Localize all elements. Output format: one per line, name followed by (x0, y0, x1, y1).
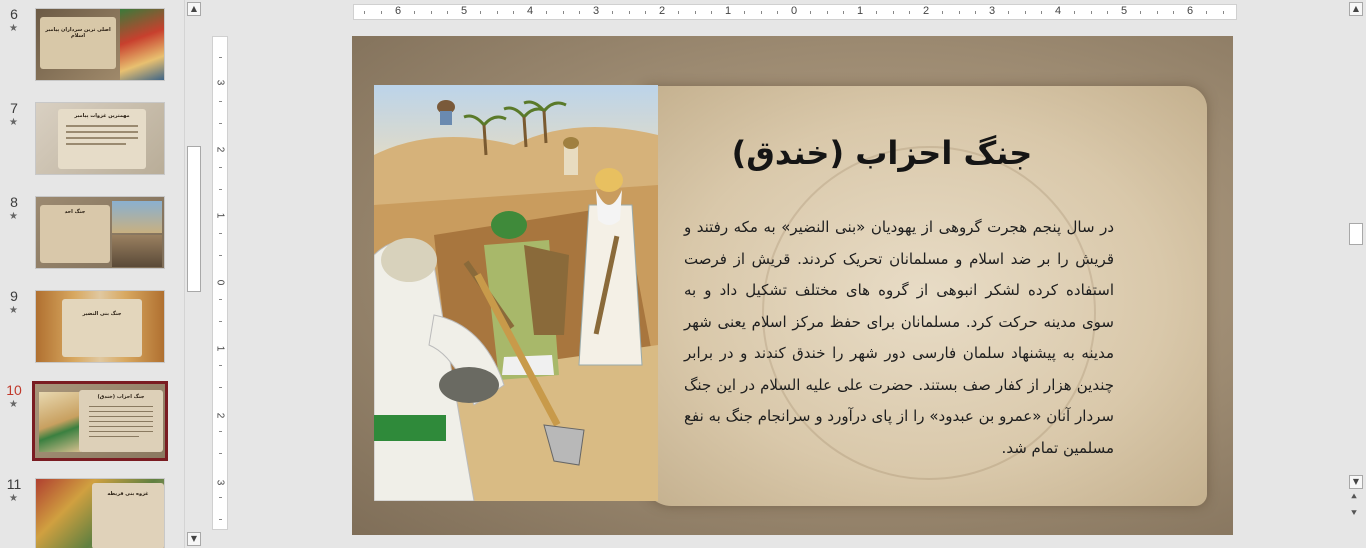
thumbnail-slide-9[interactable] (0, 288, 184, 376)
thumbnail-title: اصلی ترین سرداران پیامبر اسلام (45, 27, 111, 39)
ruler-label: 1 (214, 212, 226, 219)
slide-thumbnails-pane (0, 0, 184, 548)
thumbnail-number: 7 (10, 100, 18, 116)
animation-star-icon: ★ (9, 211, 18, 222)
scroll-down-button[interactable]: ▼ (187, 532, 201, 546)
thumbnail-number: 6 (10, 6, 18, 22)
slide-scrollbar[interactable] (1347, 0, 1366, 548)
animation-star-icon: ★ (9, 399, 18, 410)
ruler-label: 5 (460, 5, 468, 17)
ruler-label: 2 (922, 5, 930, 17)
vertical-ruler (212, 36, 228, 530)
thumbnail-image[interactable] (35, 478, 165, 548)
ruler-label: 2 (658, 5, 666, 17)
ruler-label: 3 (214, 479, 226, 486)
thumbnail-title: غزوه بنی قریظه (107, 491, 149, 497)
scroll-up-button[interactable]: ▲ (187, 2, 201, 16)
ruler-label: 2 (214, 146, 226, 153)
horizontal-ruler (353, 4, 1237, 20)
thumbnail-image[interactable] (35, 102, 165, 175)
thumbnail-image[interactable] (35, 290, 165, 363)
thumbnail-title: جنگ بنی النضیر (82, 311, 122, 317)
ruler-label: 0 (790, 5, 798, 17)
next-slide-icon[interactable]: ⯆ (1350, 508, 1358, 519)
thumbnail-title: جنگ احزاب (خندق) (97, 394, 145, 400)
slide-canvas[interactable] (352, 36, 1233, 535)
ruler-label: 1 (856, 5, 864, 17)
thumbnail-slide-8[interactable] (0, 194, 184, 282)
thumbnail-title: مهمترین غزوات پیامبر (74, 113, 130, 119)
thumbnail-image[interactable] (35, 8, 165, 81)
scroll-down-button[interactable]: ▼ (1349, 475, 1363, 489)
scroll-up-button[interactable]: ▲ (1349, 2, 1363, 16)
ruler-label: 6 (394, 5, 402, 17)
thumbnail-title: جنگ احد (64, 209, 86, 215)
ruler-label: 4 (1054, 5, 1062, 17)
animation-star-icon: ★ (9, 493, 18, 504)
thumbnail-number: 8 (10, 194, 18, 210)
ruler-label: 6 (1186, 5, 1194, 17)
thumbnail-slide-6[interactable] (0, 6, 184, 94)
slide-title[interactable]: جنگ احزاب (خندق) (731, 134, 1033, 172)
previous-slide-icon[interactable]: ⯅ (1350, 492, 1358, 503)
animation-star-icon: ★ (9, 117, 18, 128)
thumbnail-slide-11[interactable] (0, 476, 184, 548)
thumbnail-number: 11 (6, 476, 22, 492)
slide-editor (205, 0, 1340, 548)
ruler-label: 1 (214, 345, 226, 352)
thumbnail-number: 10 (6, 382, 22, 398)
ruler-label: 3 (214, 79, 226, 86)
scrollbar-thumb[interactable] (1349, 223, 1363, 245)
thumbnail-slide-7[interactable] (0, 100, 184, 188)
thumbnails-scrollbar[interactable] (184, 0, 204, 548)
ruler-label: 3 (592, 5, 600, 17)
thumbnail-image-selected[interactable] (32, 381, 168, 461)
slide-body-text[interactable]: در سال پنجم هجرت گروهی از یهودیان «بنی النضیر» به مکه رفتند و قریش را بر ضد اسلام و مسلمانان تحریک کردند. قریش از فرصت استفاده کرده لشکر انبوهی از گروه های مختلف تشکیل داد و به سوی مدینه حرکت کرد. مسلمانان برای حفظ مرکز اسلام یعنی شهر مدینه به پیشنهاد سلمان فارسی دور شهر را خندق کندند و در برابر چندین هزار از کفار صف بستند. حضرت علی علیه السلام در این جنگ سردار آنان «عمرو بن عبدود» را از پای درآورد و سرانجام جنگ به نفع مسلمین تمام شد. (684, 218, 1114, 457)
ruler-label: 1 (724, 5, 732, 17)
illustration-graphic (374, 85, 658, 501)
ruler-label: 3 (988, 5, 996, 17)
thumbnail-image[interactable] (35, 196, 165, 269)
trench-digging-illustration[interactable] (374, 85, 658, 501)
scrollbar-thumb[interactable] (187, 146, 201, 292)
ruler-label: 5 (1120, 5, 1128, 17)
thumbnail-slide-10[interactable] (0, 382, 184, 470)
ruler-label: 2 (214, 412, 226, 419)
animation-star-icon: ★ (9, 305, 18, 316)
ruler-label: 0 (214, 279, 226, 286)
ruler-label: 4 (526, 5, 534, 17)
animation-star-icon: ★ (9, 23, 18, 34)
thumbnail-number: 9 (10, 288, 18, 304)
